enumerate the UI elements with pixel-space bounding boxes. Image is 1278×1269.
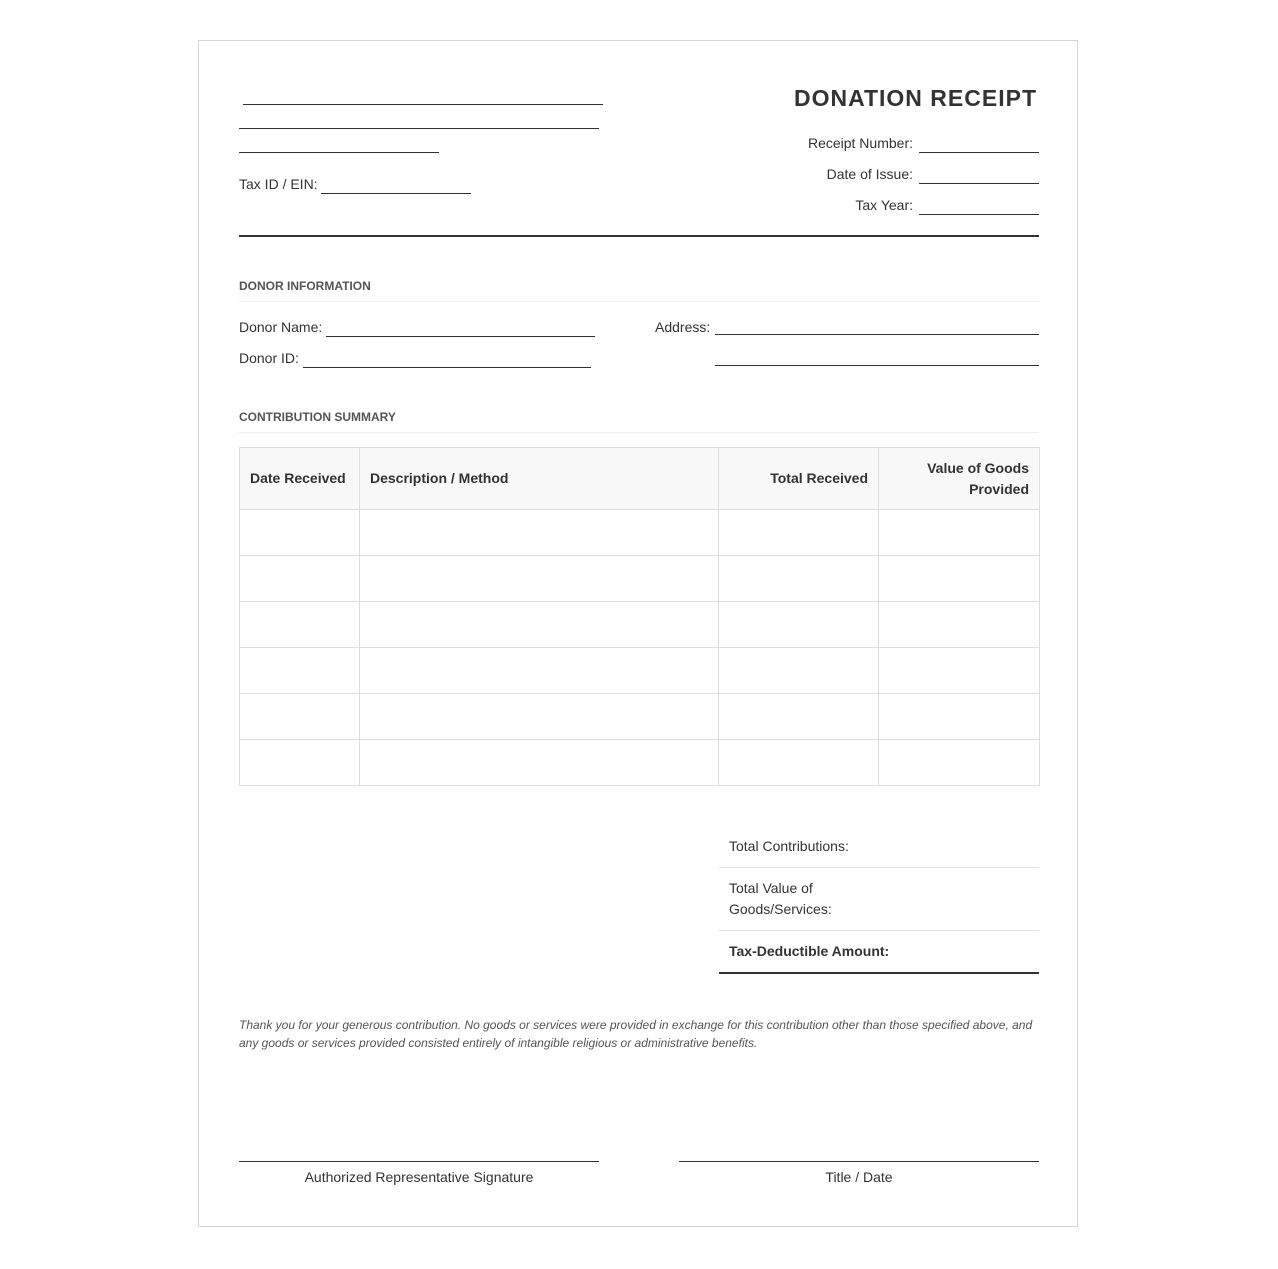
receipt-number-line[interactable] bbox=[919, 152, 1039, 153]
totals-block bbox=[719, 826, 1039, 974]
total-value-row bbox=[719, 868, 1039, 931]
table-cell[interactable] bbox=[240, 602, 360, 648]
title-date-label: Title / Date bbox=[825, 1169, 893, 1185]
table-cell[interactable] bbox=[719, 694, 879, 740]
table-cell[interactable] bbox=[879, 602, 1040, 648]
donor-id-line[interactable] bbox=[303, 367, 591, 368]
table-cell[interactable] bbox=[240, 740, 360, 786]
table-cell[interactable] bbox=[879, 510, 1040, 556]
address-label: Address: bbox=[655, 319, 711, 335]
table-cell[interactable] bbox=[240, 556, 360, 602]
address-line-2[interactable] bbox=[715, 365, 1039, 366]
table-row bbox=[240, 694, 1040, 740]
signature-line[interactable] bbox=[239, 1161, 599, 1162]
table-row bbox=[240, 602, 1040, 648]
donor-name-line[interactable] bbox=[326, 336, 595, 337]
donor-name-label: Donor Name: bbox=[239, 319, 323, 335]
donor-section-heading: DONOR INFORMATION bbox=[239, 279, 1039, 302]
contribution-table bbox=[239, 447, 1040, 786]
table-cell[interactable] bbox=[360, 556, 719, 602]
org-name-line[interactable] bbox=[243, 104, 603, 105]
disclaimer-text: Thank you for your generous contribution. No goods or services were provided in exchange for this contribution other than those specified above, and any goods or services provided consisted entirely of intangible religious or administrative benefits. bbox=[239, 1018, 1033, 1050]
org-address-line[interactable] bbox=[239, 128, 599, 129]
table-cell[interactable] bbox=[360, 510, 719, 556]
table-cell[interactable] bbox=[879, 648, 1040, 694]
date-of-issue-line[interactable] bbox=[919, 183, 1039, 184]
table-cell[interactable] bbox=[360, 694, 719, 740]
table-cell[interactable] bbox=[240, 510, 360, 556]
table-cell[interactable] bbox=[719, 602, 879, 648]
table-row bbox=[240, 556, 1040, 602]
receipt-number-label: Receipt Number: bbox=[807, 135, 913, 151]
column-header-goods-value: Value of Goods Provided bbox=[879, 448, 1040, 510]
table-cell[interactable] bbox=[719, 740, 879, 786]
tax-deductible-label: Tax-Deductible Amount: bbox=[729, 943, 890, 959]
table-cell[interactable] bbox=[879, 740, 1040, 786]
table-cell[interactable] bbox=[879, 556, 1040, 602]
table-cell[interactable] bbox=[719, 510, 879, 556]
total-contributions-label: Total Contributions: bbox=[729, 838, 849, 854]
table-cell[interactable] bbox=[360, 602, 719, 648]
table-cell[interactable] bbox=[719, 556, 879, 602]
org-city-line[interactable] bbox=[239, 152, 439, 153]
signature-label: Authorized Representative Signature bbox=[304, 1169, 534, 1185]
column-header-total: Total Received bbox=[719, 448, 879, 510]
column-header-date: Date Received bbox=[240, 448, 360, 510]
table-header-row bbox=[240, 448, 1040, 510]
table-cell[interactable] bbox=[360, 740, 719, 786]
total-value-label: Total Value of Goods/Services: bbox=[729, 880, 832, 917]
table-cell[interactable] bbox=[240, 648, 360, 694]
table-cell[interactable] bbox=[719, 648, 879, 694]
table-cell[interactable] bbox=[879, 694, 1040, 740]
table-cell[interactable] bbox=[240, 694, 360, 740]
table-cell[interactable] bbox=[360, 648, 719, 694]
tax-year-line[interactable] bbox=[919, 214, 1039, 215]
table-row bbox=[240, 740, 1040, 786]
tax-deductible-row bbox=[719, 931, 1039, 974]
date-of-issue-label: Date of Issue: bbox=[826, 166, 913, 182]
page-title: DONATION RECEIPT bbox=[793, 85, 1037, 111]
address-line-1[interactable] bbox=[715, 334, 1039, 335]
tax-id-label: Tax ID / EIN: bbox=[239, 176, 318, 192]
contribution-section-heading: CONTRIBUTION SUMMARY bbox=[239, 410, 1039, 433]
column-header-description: Description / Method bbox=[360, 448, 719, 510]
donor-id-label: Donor ID: bbox=[239, 350, 299, 366]
title-date-line[interactable] bbox=[679, 1161, 1039, 1162]
table-row bbox=[240, 648, 1040, 694]
total-contributions-row bbox=[719, 826, 1039, 868]
header-divider bbox=[239, 235, 1039, 237]
tax-id-line[interactable] bbox=[321, 193, 471, 194]
receipt-page bbox=[198, 40, 1078, 1227]
tax-year-label: Tax Year: bbox=[855, 197, 913, 213]
table-row bbox=[240, 510, 1040, 556]
